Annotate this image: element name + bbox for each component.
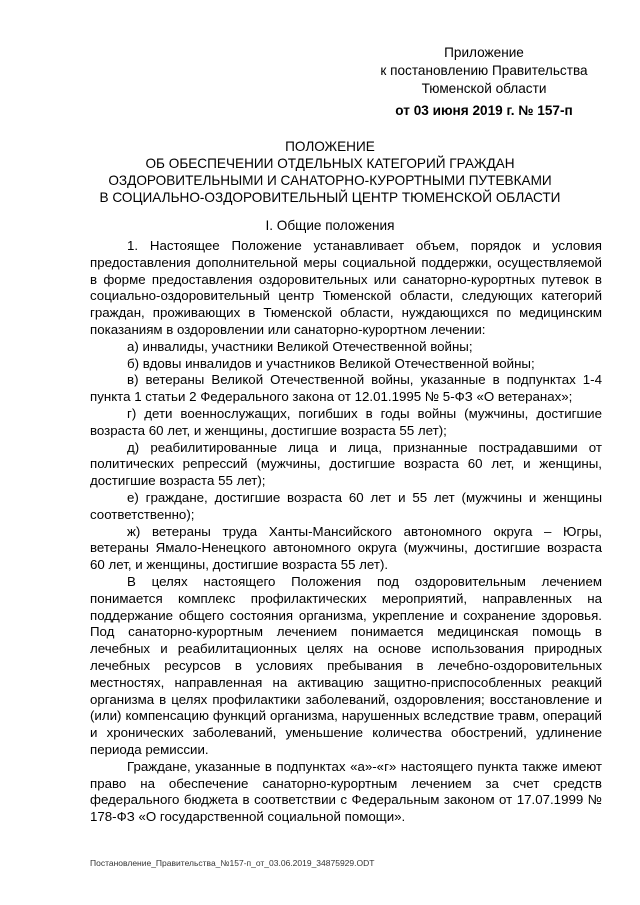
file-footer: Постановление_Правительства_№157-п_от_03.06.2019_34875929.ODT: [90, 858, 375, 868]
document-title: [70, 138, 590, 206]
appendix-line: Тюменской области: [421, 81, 547, 96]
appendix-line: Приложение: [444, 45, 524, 60]
appendix-block: [374, 44, 594, 120]
section-heading: I. Общие положения: [265, 218, 395, 233]
appendix-line: к постановлению Правительства: [380, 63, 588, 78]
list-item-a: а) инвалиды, участники Великой Отечественной войны;: [127, 338, 473, 354]
list-item-d: д) реабилитированные лица и лица, признанные пострадавшими от политических репрессий (мужчины, достигшие возраста 60 лет, и женщины, достигшие возраста 55 лет);: [90, 439, 602, 489]
list-item-zh: ж) ветераны труда Ханты-Мансийского автономного округа – Югры, ветераны Ямало-Ненецкого автономного округа (мужчины, достигшие возраста 60 лет, и женщины, достигшие возраста 55 лет).: [90, 523, 602, 573]
paragraph-2: В целях настоящего Положения под оздоровительным лечением понимается комплекс профилактических мероприятий, направленных на поддержание общего состояния организма, укрепление и сохранение здоровья. Под санаторно-курортным лечением понимается медицинская помощь в лечебных и реабилитационных целях на основе использования природных лечебных ресурсов в условиях пребывания в лечебно-оздоровительных местностях, направленная на активацию защитно-приспособленных реакций организма в целях профилактики заболеваний, оздоровления; восстановление и (или) компенсацию функций организма, нарушенных вследствие травм, операций и хронических заболеваний, уменьшение количества обострений, удлинение периода ремиссии.: [90, 573, 602, 757]
list-item-b: б) вдовы инвалидов и участников Великой Отечественной войны;: [127, 355, 535, 371]
list-item-v: в) ветераны Великой Отечественной войны, указанные в подпунктах 1-4 пункта 1 статьи 2 Федерального закона от 12.01.1995 № 5-ФЗ «О ветеранах»;: [90, 372, 602, 405]
title-line: В СОЦИАЛЬНО-ОЗДОРОВИТЕЛЬНЫЙ ЦЕНТР ТЮМЕНСКОЙ ОБЛАСТИ: [99, 190, 561, 205]
paragraph-1: 1. Настоящее Положение устанавливает объем, порядок и условия предоставления дополнительной меры социальной поддержки, осуществляемой в форме предоставления оздоровительных или санаторно-курортных путевок в социально-оздоровительный центр Тюменской области, следующих категорий граждан, проживающих в Тюменской области, нуждающихся по медицинским показаниям в оздоровлении или санаторно-курортном лечении:: [90, 238, 602, 337]
list-item-e: е) граждане, достигшие возраста 60 лет и 55 лет (мужчины и женщины соответственно);: [90, 489, 602, 522]
list-item-g: г) дети военнослужащих, погибших в годы войны (мужчины, достигшие возраста 60 лет, и женщины, достигшие возраста 55 лет);: [90, 405, 602, 438]
document-body: [90, 238, 602, 826]
appendix-date: от 03 июня 2019 г. № 157-п: [395, 103, 573, 118]
title-line: ОБ ОБЕСПЕЧЕНИИ ОТДЕЛЬНЫХ КАТЕГОРИЙ ГРАЖДАН: [145, 156, 515, 171]
title-line: ОЗДОРОВИТЕЛЬНЫМИ И САНАТОРНО-КУРОРТНЫМИ ПУТЕВКАМИ: [108, 173, 552, 188]
paragraph-3: Граждане, указанные в подпунктах «а»-«г» настоящего пункта также имеют право на обеспечение санаторно-курортным лечением за счет средств федерального бюджета в соответствии с Федеральным законом от 17.07.1999 № 178-ФЗ «О государственной социальной помощи».: [90, 758, 602, 825]
title-line: ПОЛОЖЕНИЕ: [285, 139, 375, 154]
